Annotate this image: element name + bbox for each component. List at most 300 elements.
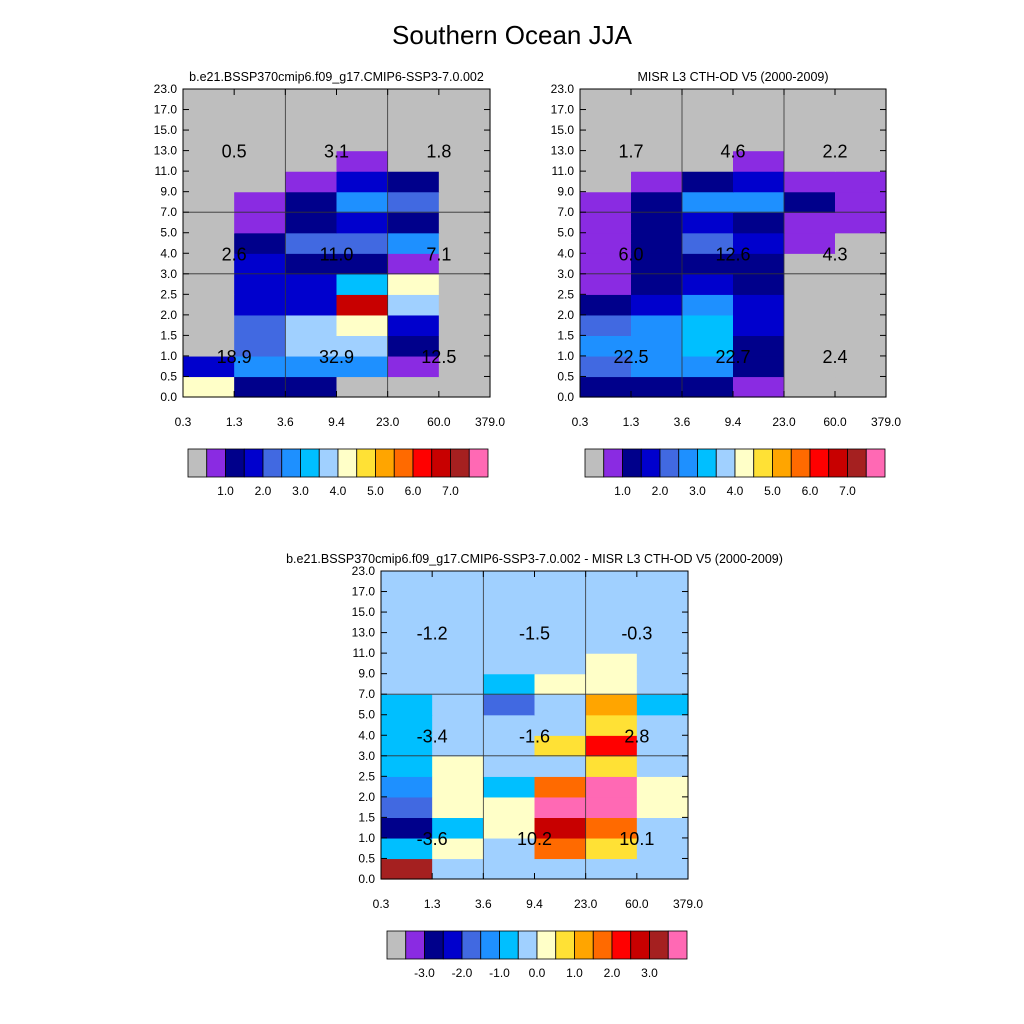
colorbar-label: 5.0 — [367, 484, 384, 498]
colorbar-box — [735, 449, 754, 477]
heatmap-cell — [535, 653, 587, 674]
heatmap-cell — [183, 274, 235, 295]
heatmap-cell — [580, 192, 632, 213]
heatmap-cell — [234, 212, 286, 233]
heatmap-cell — [439, 315, 491, 336]
heatmap-cell — [784, 376, 836, 397]
heatmap-panel-1 — [154, 70, 506, 498]
group-value-label: 10.2 — [516, 828, 553, 849]
colorbar-box — [604, 449, 623, 477]
group-value-label: 22.7 — [715, 346, 751, 367]
heatmap-cell — [784, 192, 836, 213]
colorbar-box — [425, 931, 444, 959]
heatmap-cell — [285, 274, 337, 295]
colorbar-box — [623, 449, 642, 477]
heatmap-cell — [285, 110, 337, 131]
y-tick-label: 0.5 — [557, 369, 574, 384]
heatmap-cell — [586, 571, 638, 592]
heatmap-cell — [432, 858, 484, 879]
heatmap-cell — [637, 756, 689, 777]
y-tick-label: 2.5 — [557, 287, 574, 302]
heatmap-cell — [439, 274, 491, 295]
heatmap-cell — [631, 294, 683, 315]
x-tick-label: 379.0 — [672, 897, 704, 911]
colorbar-box — [537, 931, 556, 959]
group-value-label: 2.2 — [822, 141, 848, 162]
y-tick-label: 3.0 — [557, 266, 574, 281]
colorbar-box — [791, 449, 810, 477]
heatmap-cell — [439, 171, 491, 192]
x-tick-label: 60.0 — [823, 415, 847, 429]
colorbar-label: 2.0 — [603, 966, 621, 980]
colorbar-box — [263, 449, 282, 477]
colorbar-label: 3.0 — [641, 966, 658, 980]
heatmap-cell — [285, 212, 337, 233]
heatmap-cell — [637, 776, 689, 797]
heatmap-panel-2 — [551, 70, 902, 498]
heatmap-cell — [784, 294, 836, 315]
y-tick-label: 5.0 — [358, 707, 375, 722]
x-tick-label: 3.6 — [673, 415, 691, 429]
heatmap-cell — [388, 274, 440, 295]
colorbar-box — [462, 931, 481, 959]
heatmap-cell — [439, 89, 491, 110]
x-tick-label: 0.3 — [174, 415, 192, 429]
group-value-label: 22.5 — [613, 346, 649, 367]
heatmap-cell — [439, 110, 491, 131]
heatmap-cell — [388, 376, 440, 397]
colorbar-box — [451, 449, 470, 477]
heatmap-cell — [381, 592, 433, 613]
colorbar-label: 3.0 — [689, 484, 706, 498]
colorbar-box — [773, 449, 792, 477]
colorbar-box — [301, 449, 320, 477]
heatmap-cell — [682, 294, 734, 315]
heatmap-cell — [586, 756, 638, 777]
colorbar-label: 4.0 — [329, 484, 347, 498]
heatmap-cell — [183, 376, 235, 397]
group-value-label: 12.6 — [715, 244, 751, 265]
y-tick-label: 2.0 — [358, 789, 375, 804]
heatmap-cell — [439, 294, 491, 315]
heatmap-cell — [439, 376, 491, 397]
heatmap-cell — [381, 674, 433, 695]
heatmap-cell — [432, 592, 484, 613]
colorbar-box — [829, 449, 848, 477]
heatmap-cell — [483, 592, 535, 613]
heatmap-cell — [733, 274, 785, 295]
heatmap-cell — [637, 674, 689, 695]
heatmap-cell — [733, 315, 785, 336]
heatmap-cell — [381, 858, 433, 879]
colorbar-label: 5.0 — [764, 484, 781, 498]
x-tick-label: 23.0 — [772, 415, 796, 429]
colorbar-box — [866, 449, 885, 477]
heatmap-cell — [381, 694, 433, 715]
colorbar-box — [556, 931, 575, 959]
y-tick-label: 11.0 — [154, 164, 177, 179]
heatmap-cell — [835, 171, 887, 192]
page-title: Southern Ocean JJA — [392, 20, 632, 50]
heatmap-cell — [580, 110, 632, 131]
heatmap-cell — [637, 592, 689, 613]
x-tick-label: 9.4 — [328, 415, 345, 429]
group-value-label: 11.0 — [319, 244, 354, 265]
heatmap-cell — [586, 776, 638, 797]
colorbar-box — [650, 931, 669, 959]
heatmap-cell — [483, 858, 535, 879]
colorbar-box — [754, 449, 773, 477]
y-tick-label: 11.0 — [352, 646, 375, 661]
colorbar-box — [810, 449, 829, 477]
heatmap-cell — [439, 212, 491, 233]
colorbar-box — [481, 931, 500, 959]
heatmap-cell — [483, 674, 535, 695]
x-tick-label: 0.3 — [571, 415, 589, 429]
y-tick-label: 3.0 — [160, 266, 177, 281]
heatmap-cell — [637, 571, 689, 592]
heatmap-cell — [183, 315, 235, 336]
y-tick-label: 4.0 — [358, 728, 375, 743]
colorbar-label: 6.0 — [404, 484, 422, 498]
heatmap-cell — [682, 315, 734, 336]
y-tick-label: 0.5 — [160, 369, 177, 384]
heatmap-cell — [285, 171, 337, 192]
y-tick-label: 4.0 — [557, 246, 574, 261]
heatmap-cell — [580, 212, 632, 233]
x-tick-label: 9.4 — [724, 415, 742, 429]
heatmap-cell — [234, 89, 286, 110]
x-tick-label: 60.0 — [625, 897, 649, 911]
group-value-label: -3.6 — [416, 828, 448, 849]
x-tick-label: 23.0 — [573, 897, 598, 911]
group-value-label: 1.8 — [426, 141, 452, 162]
heatmap-cell — [483, 776, 535, 797]
y-tick-label: 0.0 — [160, 390, 177, 404]
colorbar-box — [387, 931, 406, 959]
heatmap-cell — [682, 110, 734, 131]
heatmap-cell — [835, 376, 887, 397]
colorbar-label: 3.0 — [292, 484, 309, 498]
y-tick-label: 13.0 — [550, 143, 574, 158]
heatmap-cell — [580, 274, 632, 295]
y-tick-label: 5.0 — [160, 225, 177, 240]
heatmap-cell — [580, 294, 632, 315]
y-tick-label: 17.0 — [153, 102, 177, 117]
heatmap-cell — [631, 376, 683, 397]
y-tick-label: 13.0 — [153, 143, 177, 158]
heatmap-cell — [234, 294, 286, 315]
y-tick-label: 15.0 — [550, 123, 574, 138]
colorbar-box — [469, 449, 488, 477]
y-tick-label: 7.0 — [358, 687, 375, 702]
heatmap-cell — [483, 797, 535, 818]
heatmap-cell — [784, 110, 836, 131]
x-tick-label: 1.3 — [423, 897, 441, 911]
colorbar-box — [593, 931, 612, 959]
heatmap-cell — [580, 171, 632, 192]
colorbar-label: 1.0 — [217, 484, 234, 498]
heatmap-cell — [733, 192, 785, 213]
heatmap-cell — [784, 171, 836, 192]
heatmap-cell — [432, 653, 484, 674]
heatmap-cell — [637, 653, 689, 674]
colorbar-label: -2.0 — [451, 966, 473, 980]
colorbar-box — [716, 449, 735, 477]
heatmap-cell — [337, 212, 389, 233]
heatmap-cell — [784, 89, 836, 110]
heatmap-cell — [483, 694, 535, 715]
heatmap-cell — [337, 192, 389, 213]
heatmap-cell — [784, 212, 836, 233]
heatmap-cell — [682, 376, 734, 397]
heatmap-cell — [337, 376, 389, 397]
heatmap-cell — [234, 110, 286, 131]
heatmap-cell — [631, 192, 683, 213]
colorbar-box — [244, 449, 263, 477]
heatmap-cell — [682, 274, 734, 295]
y-tick-label: 1.0 — [160, 348, 177, 363]
y-tick-label: 7.0 — [160, 205, 177, 220]
group-value-label: 10.1 — [619, 828, 655, 849]
y-tick-label: 1.5 — [160, 328, 177, 343]
heatmap-cell — [784, 315, 836, 336]
group-value-label: 1.7 — [618, 141, 644, 162]
x-tick-label: 1.3 — [622, 415, 640, 429]
heatmap-cell — [580, 89, 632, 110]
heatmap-cell — [535, 776, 587, 797]
heatmap-cell — [381, 653, 433, 674]
heatmap-cell — [682, 171, 734, 192]
heatmap-cell — [388, 110, 440, 131]
heatmap-cell — [586, 592, 638, 613]
heatmap-cell — [337, 294, 389, 315]
colorbar-label: 1.0 — [614, 484, 631, 498]
heatmap-cell — [381, 776, 433, 797]
heatmap-cell — [432, 694, 484, 715]
colorbar-box — [848, 449, 867, 477]
heatmap-cell — [432, 776, 484, 797]
heatmap-cell — [631, 274, 683, 295]
group-value-label: 6.0 — [618, 244, 644, 265]
group-value-label: -1.5 — [518, 623, 551, 644]
heatmap-cell — [835, 294, 887, 315]
colorbar-box — [612, 931, 631, 959]
heatmap-cell — [234, 274, 286, 295]
heatmap-cell — [586, 694, 638, 715]
heatmap-cell — [637, 858, 689, 879]
heatmap-cell — [183, 192, 235, 213]
group-value-label: 18.9 — [216, 346, 252, 367]
x-tick-label: 3.6 — [276, 415, 294, 429]
heatmap-cell — [183, 171, 235, 192]
heatmap-cell — [285, 376, 337, 397]
colorbar-label: 0.0 — [528, 966, 546, 980]
heatmap-cell — [733, 89, 785, 110]
colorbar-label: 7.0 — [839, 484, 856, 498]
colorbar-label: -3.0 — [414, 966, 435, 980]
y-tick-label: 15.0 — [351, 605, 375, 620]
panel-title: b.e21.BSSP370cmip6.f09_g17.CMIP6-SSP3-7.0.002 — [189, 70, 484, 84]
group-value-label: -1.6 — [518, 726, 551, 747]
x-tick-label: 379.0 — [870, 415, 902, 429]
y-tick-label: 9.0 — [160, 184, 177, 199]
heatmap-cell — [586, 653, 638, 674]
heatmap-cell — [183, 110, 235, 131]
heatmap-cell — [631, 171, 683, 192]
colorbar-box — [660, 449, 679, 477]
heatmap-cell — [733, 171, 785, 192]
heatmap-cell — [580, 315, 632, 336]
colorbar-box — [226, 449, 245, 477]
group-value-label: 0.5 — [221, 141, 247, 162]
group-value-label: -3.4 — [416, 726, 448, 747]
heatmap-cell — [381, 797, 433, 818]
heatmap-cell — [631, 110, 683, 131]
heatmap-cell — [835, 89, 887, 110]
heatmap-cell — [432, 571, 484, 592]
y-tick-label: 7.0 — [557, 205, 574, 220]
heatmap-cell — [784, 274, 836, 295]
y-tick-label: 0.0 — [358, 872, 375, 886]
colorbar-label: 1.0 — [566, 966, 583, 980]
colorbar-box — [668, 931, 687, 959]
colorbar-box — [679, 449, 698, 477]
colorbar-box — [376, 449, 395, 477]
heatmap-cell — [483, 653, 535, 674]
y-tick-label: 13.0 — [351, 625, 375, 640]
heatmap-cell — [682, 212, 734, 233]
heatmap-cell — [337, 315, 389, 336]
y-tick-label: 4.0 — [160, 246, 177, 261]
panel-title: b.e21.BSSP370cmip6.f09_g17.CMIP6-SSP3-7.0.002 - MISR L3 CTH-OD V5 (2000-2009) — [286, 552, 783, 566]
y-tick-label: 2.5 — [160, 287, 177, 302]
group-value-label: 32.9 — [318, 346, 355, 367]
colorbar-box — [282, 449, 301, 477]
heatmap-cell — [183, 89, 235, 110]
heatmap-cell — [432, 756, 484, 777]
x-tick-label: 23.0 — [375, 415, 400, 429]
group-value-label: 12.5 — [421, 346, 457, 367]
heatmap-cell — [637, 797, 689, 818]
heatmap-cell — [631, 89, 683, 110]
heatmap-cell — [234, 192, 286, 213]
colorbar-box — [575, 931, 594, 959]
y-tick-label: 23.0 — [153, 82, 177, 96]
heatmap-cell — [637, 694, 689, 715]
heatmap-cell — [183, 212, 235, 233]
y-tick-label: 1.5 — [358, 810, 375, 825]
colorbar-box — [338, 449, 357, 477]
y-tick-label: 23.0 — [351, 564, 375, 578]
y-tick-label: 17.0 — [351, 584, 375, 599]
colorbar-label: 2.0 — [254, 484, 272, 498]
colorbar-label: 2.0 — [651, 484, 669, 498]
heatmap-cell — [388, 294, 440, 315]
heatmap-cell — [388, 315, 440, 336]
colorbar-box — [207, 449, 226, 477]
heatmap-cell — [337, 171, 389, 192]
heatmap-cell — [631, 315, 683, 336]
heatmap-cell — [586, 858, 638, 879]
heatmap-cell — [285, 89, 337, 110]
y-tick-label: 11.0 — [551, 164, 574, 179]
x-tick-label: 0.3 — [372, 897, 390, 911]
heatmap-cell — [586, 797, 638, 818]
colorbar-box — [585, 449, 604, 477]
colorbar-box — [443, 931, 462, 959]
heatmap-cell — [234, 315, 286, 336]
heatmap-cell — [285, 294, 337, 315]
heatmap-cell — [733, 212, 785, 233]
heatmap-cell — [586, 674, 638, 695]
x-tick-label: 60.0 — [427, 415, 451, 429]
heatmap-cell — [234, 376, 286, 397]
heatmap-cell — [388, 192, 440, 213]
heatmap-cell — [535, 797, 587, 818]
y-tick-label: 0.5 — [358, 851, 375, 866]
heatmap-cell — [381, 571, 433, 592]
heatmap-cell — [535, 756, 587, 777]
colorbar-box — [357, 449, 376, 477]
heatmap-cell — [337, 274, 389, 295]
heatmap-cell — [535, 694, 587, 715]
x-tick-label: 1.3 — [225, 415, 243, 429]
heatmap-cell — [388, 89, 440, 110]
group-value-label: 2.6 — [221, 244, 247, 265]
heatmap-cell — [388, 212, 440, 233]
x-tick-label: 3.6 — [474, 897, 492, 911]
x-tick-label: 9.4 — [526, 897, 543, 911]
y-tick-label: 3.0 — [358, 748, 375, 763]
y-tick-label: 9.0 — [358, 666, 375, 681]
heatmap-cell — [285, 192, 337, 213]
y-tick-label: 17.0 — [550, 102, 574, 117]
colorbar-label: 7.0 — [442, 484, 459, 498]
colorbar-box — [319, 449, 338, 477]
heatmap-cell — [733, 294, 785, 315]
group-value-label: 2.4 — [822, 346, 848, 367]
colorbar-box — [500, 931, 519, 959]
colorbar-label: 6.0 — [801, 484, 819, 498]
y-tick-label: 1.0 — [358, 830, 375, 845]
heatmap-cell — [483, 756, 535, 777]
heatmap-cell — [682, 192, 734, 213]
heatmap-cell — [733, 376, 785, 397]
colorbar-box — [394, 449, 413, 477]
heatmap-cell — [432, 674, 484, 695]
y-tick-label: 2.5 — [358, 769, 375, 784]
heatmap-cell — [580, 376, 632, 397]
colorbar-box — [641, 449, 660, 477]
heatmap-cell — [535, 571, 587, 592]
heatmap-cell — [388, 171, 440, 192]
panel-title: MISR L3 CTH-OD V5 (2000-2009) — [637, 70, 829, 84]
heatmap-cell — [682, 89, 734, 110]
group-value-label: 7.1 — [426, 244, 452, 265]
heatmap-cell — [631, 212, 683, 233]
heatmap-cell — [835, 110, 887, 131]
heatmap-cell — [835, 274, 887, 295]
y-tick-label: 2.0 — [557, 307, 574, 322]
heatmap-cell — [733, 110, 785, 131]
heatmap-cell — [381, 756, 433, 777]
group-value-label: -0.3 — [621, 623, 653, 644]
colorbar-box — [432, 449, 451, 477]
group-value-label: 4.3 — [822, 244, 848, 265]
colorbar-label: -1.0 — [489, 966, 510, 980]
heatmap-cell — [835, 212, 887, 233]
